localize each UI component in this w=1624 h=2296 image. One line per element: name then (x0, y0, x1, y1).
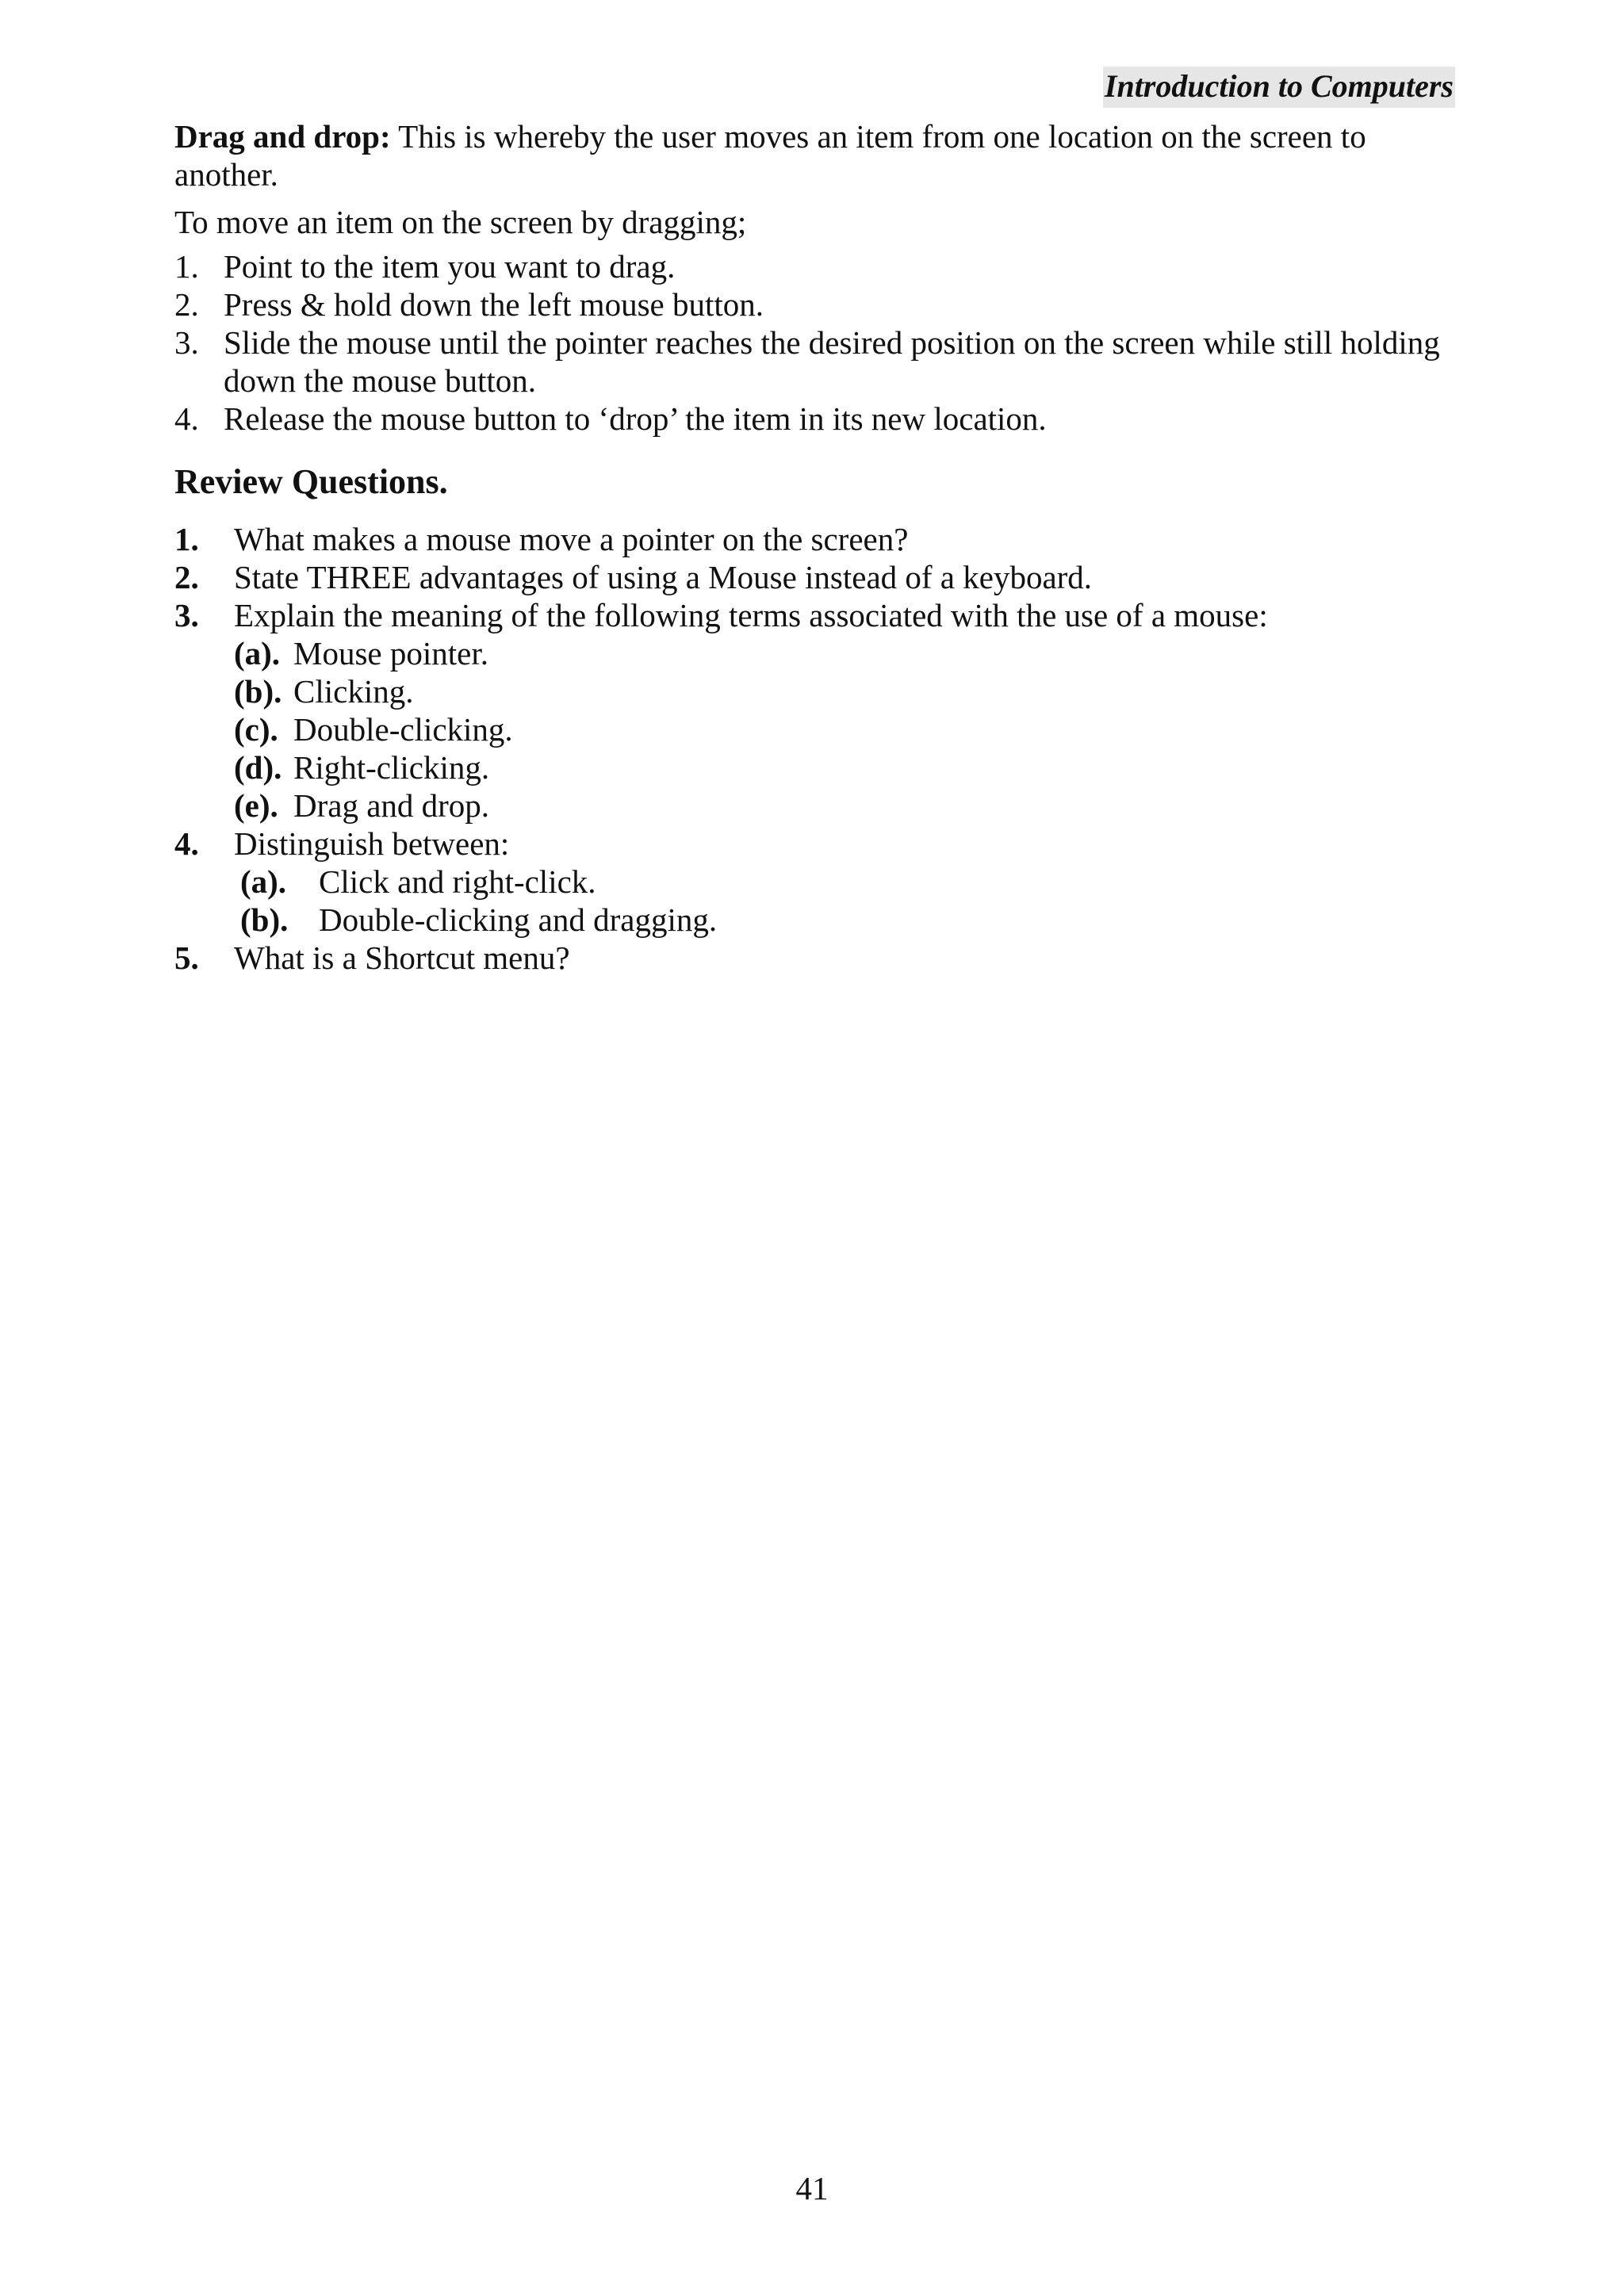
sub-question (240, 863, 1459, 901)
sub-question-text: Double-clicking. (293, 711, 513, 748)
step-number: 2. (174, 286, 199, 323)
drag-drop-term: Drag and drop: (174, 118, 391, 155)
drag-drop-definition (174, 117, 1459, 193)
sub-question (240, 901, 1459, 939)
sub-question-label: (e). (234, 787, 278, 824)
page-number: 41 (795, 2170, 829, 2206)
sub-question-text: Right-clicking. (293, 749, 490, 786)
sub-question-label: (d). (234, 749, 282, 786)
drag-step (174, 323, 1459, 400)
sub-question-label: (c). (234, 711, 278, 748)
sub-question-text: Clicking. (293, 673, 414, 710)
step-text: Point to the item you want to drag. (224, 248, 676, 285)
question-item (174, 558, 1459, 596)
question-text: What makes a mouse move a pointer on the screen? (234, 521, 909, 557)
sub-question (234, 634, 1459, 672)
question-number: 1. (174, 521, 199, 557)
question-4-subitems (174, 863, 1459, 939)
question-number: 4. (174, 825, 199, 862)
step-number: 1. (174, 248, 199, 285)
question-item (174, 596, 1459, 634)
step-number: 3. (174, 324, 199, 361)
sub-question (234, 786, 1459, 825)
question-text: State THREE advantages of using a Mouse instead of a keyboard. (234, 559, 1093, 595)
step-number: 4. (174, 400, 199, 437)
question-item (174, 939, 1459, 977)
sub-question-label: (a). (234, 635, 281, 672)
sub-question-label: (b). (240, 901, 289, 938)
review-questions-heading: Review Questions. (174, 462, 448, 501)
question-item (174, 825, 1459, 863)
question-number: 3. (174, 597, 199, 633)
step-text: Press & hold down the left mouse button. (224, 286, 764, 323)
drag-step (174, 285, 1459, 323)
question-text: Distinguish between: (234, 825, 510, 862)
page-content (174, 117, 1459, 977)
sub-question-label: (b). (234, 673, 282, 710)
sub-question (234, 748, 1459, 786)
drag-drop-definition-text: This is whereby the user moves an item from one location on the screen to another. (174, 118, 1366, 193)
review-questions-list (174, 520, 1459, 977)
sub-question-text: Mouse pointer. (293, 635, 488, 672)
question-item (174, 520, 1459, 558)
sub-question-label: (a). (240, 863, 287, 900)
question-text: What is a Shortcut menu? (234, 939, 570, 976)
drag-step (174, 247, 1459, 285)
drag-steps-list (174, 247, 1459, 438)
sub-question-text: Drag and drop. (293, 787, 490, 824)
question-3-subitems (174, 634, 1459, 825)
sub-question (234, 710, 1459, 748)
step-text: Slide the mouse until the pointer reaches the desired position on the screen while still holding down the mouse button. (224, 324, 1440, 399)
drag-step (174, 400, 1459, 438)
sub-question (234, 672, 1459, 710)
step-text: Release the mouse button to ‘drop’ the item in its new location. (224, 400, 1047, 437)
sub-question-text: Click and right-click. (319, 863, 596, 900)
drag-steps-intro: To move an item on the screen by dragging; (174, 204, 747, 240)
sub-question-text: Double-clicking and dragging. (319, 901, 718, 938)
question-number: 5. (174, 939, 199, 976)
running-header: Introduction to Computers (1103, 67, 1455, 108)
question-text: Explain the meaning of the following terms associated with the use of a mouse: (234, 597, 1268, 633)
question-number: 2. (174, 559, 199, 595)
